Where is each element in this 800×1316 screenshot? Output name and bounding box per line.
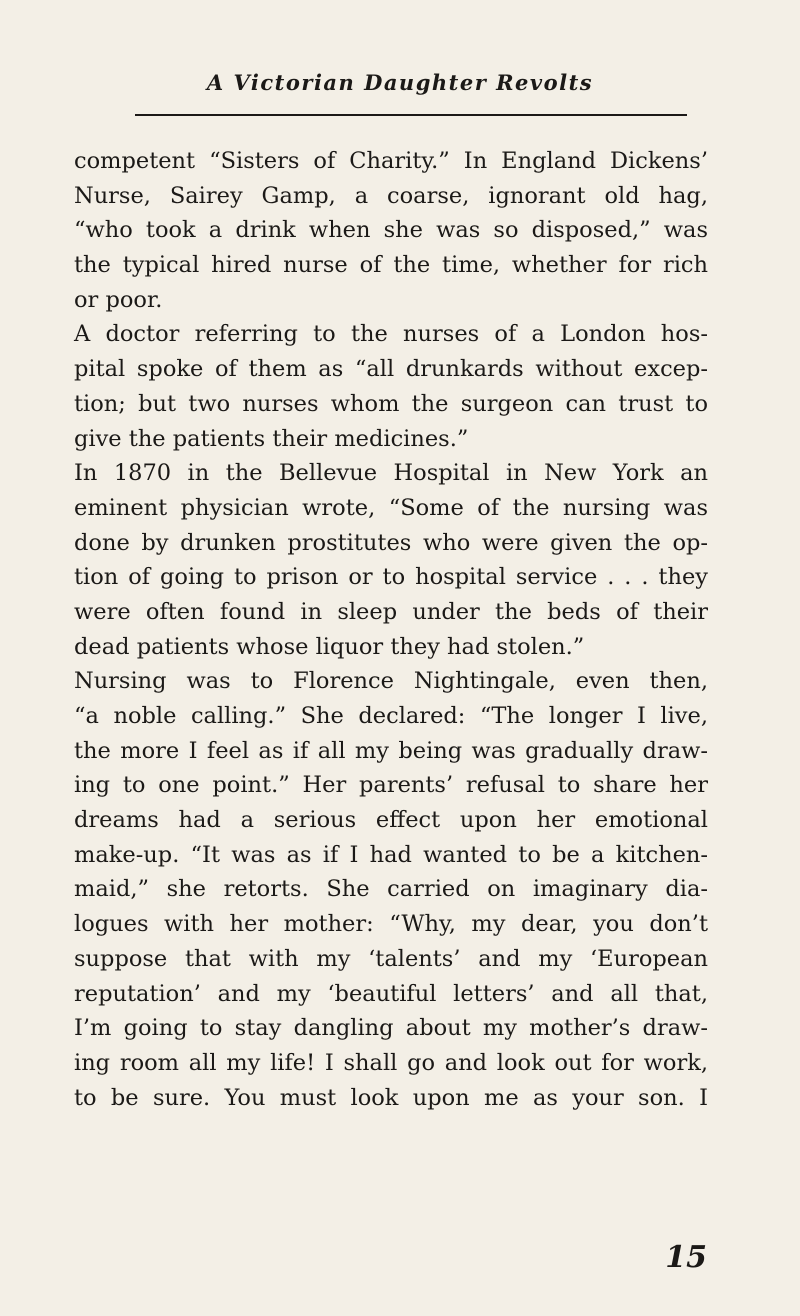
text-line: pital spoke of them as “all drunkards without excep-	[74, 356, 708, 383]
text-line: make-up. “It was as if I had wanted to be a kitchen-	[74, 841, 708, 868]
text-line: Nursing was to Florence Nightingale, even then,	[74, 668, 708, 695]
text-line: tion; but two nurses whom the surgeon can trust to	[74, 390, 708, 417]
text-line: competent “Sisters of Charity.” In England Dickens’	[74, 148, 708, 174]
text-line: maid,” she retorts. She carried on imaginary dia-	[74, 876, 708, 903]
text-line: suppose that with my ‘talents’ and my ‘European	[74, 945, 708, 972]
text-line: reputation’ and my ‘beautiful letters’ and all that,	[74, 980, 708, 1007]
text-line: ing room all my life! I shall go and look out for work,	[74, 1049, 708, 1076]
text-line: logues with her mother: “Why, my dear, you don’t	[74, 911, 708, 938]
text-line: done by drunken prostitutes who were given the op-	[74, 529, 708, 556]
page-number: 15	[665, 1240, 707, 1275]
text-line: A doctor referring to the nurses of a London hos-	[74, 321, 708, 348]
text-line: “a noble calling.” She declared: “The longer I live,	[74, 703, 708, 729]
text-line: to be sure. You must look upon me as your son. I	[74, 1084, 708, 1111]
text-line: In 1870 in the Bellevue Hospital in New York an	[74, 460, 708, 487]
text-line: or poor.	[74, 286, 163, 313]
text-line: dreams had a serious effect upon her emotional	[74, 807, 708, 834]
text-line: were often found in sleep under the beds of their	[74, 598, 708, 625]
text-line: “who took a drink when she was so disposed,” was	[74, 217, 708, 244]
text-line: give the patients their medicines.”	[74, 425, 469, 452]
body-text	[74, 144, 708, 1115]
text-line: dead patients whose liquor they had stolen.”	[74, 633, 585, 660]
text-line: the typical hired nurse of the time, whether for rich	[74, 252, 708, 279]
text-line: tion of going to prison or to hospital service . . . they	[74, 564, 708, 591]
running-head: A Victorian Daughter Revolts	[206, 70, 594, 95]
text-line: Nurse, Sairey Gamp, a coarse, ignorant old hag,	[74, 182, 708, 209]
text-line: the more I feel as if all my being was gradually draw-	[74, 737, 708, 764]
text-line: eminent physician wrote, “Some of the nursing was	[74, 494, 708, 521]
header-rule	[135, 114, 687, 116]
text-line: I’m going to stay dangling about my mother’s draw-	[74, 1015, 708, 1042]
text-line: ing to one point.” Her parents’ refusal to share her	[74, 772, 708, 799]
